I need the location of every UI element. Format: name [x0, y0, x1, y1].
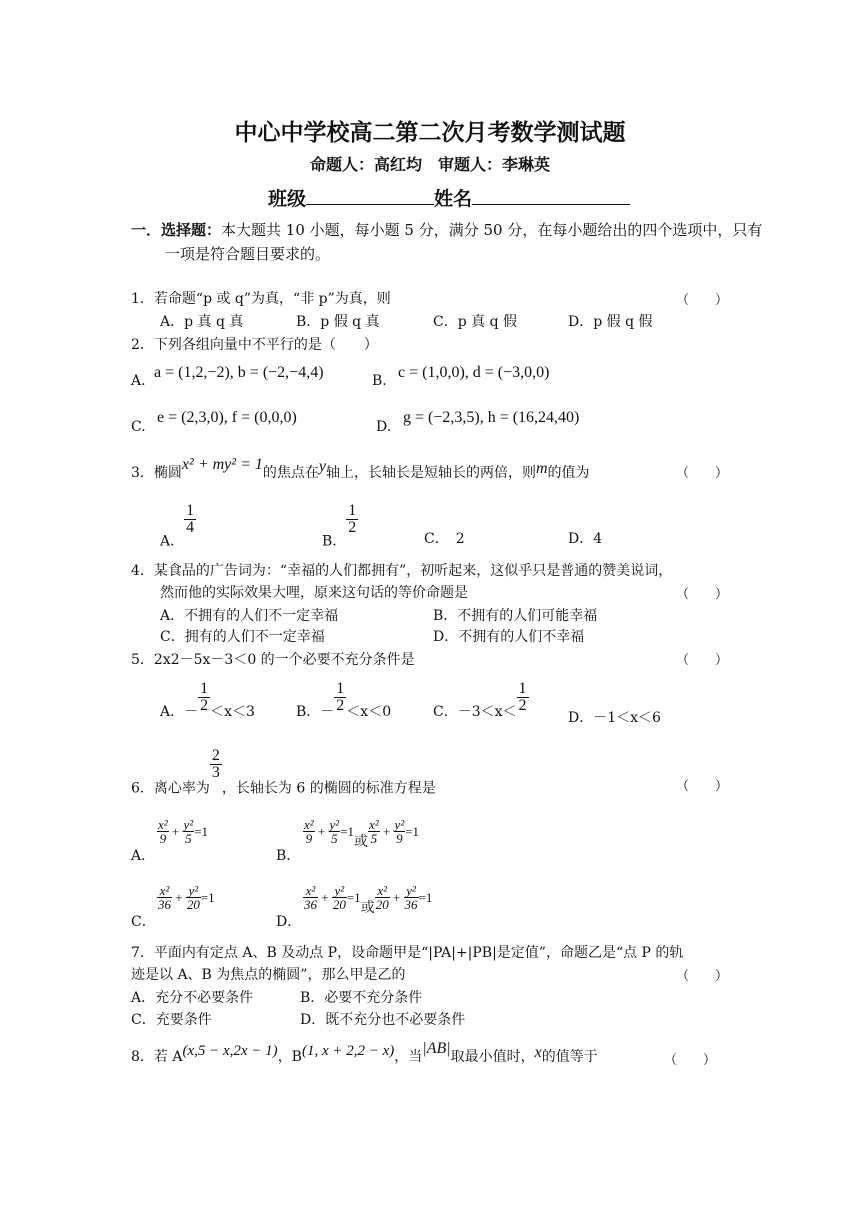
q3-label-b: B．	[322, 533, 347, 550]
q2-label-c: C.	[131, 419, 146, 435]
den: 9	[303, 831, 315, 845]
class-label: 班级	[268, 188, 307, 210]
q7-answer-paren[interactable]: （ ）	[676, 969, 729, 984]
q5-option-a	[160, 681, 255, 721]
den: 5	[368, 831, 380, 845]
q3-axis: y	[318, 458, 326, 475]
q8-point-b: (1, x + 2,2 − x)	[301, 1043, 395, 1059]
den: 36	[304, 897, 317, 912]
eq: =1	[405, 824, 420, 839]
x2: x²	[369, 817, 379, 832]
q3-option-b	[322, 503, 358, 551]
q2-option-c: e = (2,3,0), f = (0,0,0)	[157, 409, 297, 426]
or: 或	[360, 900, 375, 916]
x2: x²	[304, 817, 314, 832]
eq: =1	[194, 824, 209, 839]
q3-b-num: 1	[348, 502, 357, 519]
eq: =1	[418, 890, 433, 905]
q8-point-a: (x,5 − x,2x − 1)	[182, 1043, 278, 1059]
q2-option-b: c = (1,0,0), d = (−3,0,0)	[398, 364, 550, 381]
q7-option-c: C．充要条件	[131, 1012, 212, 1028]
q3-equation: x² + my² = 1	[181, 456, 263, 473]
q6-answer-paren[interactable]: （ ）	[676, 779, 729, 794]
q2-option-a: a = (1,2,−2), b = (−2,−4,4)	[154, 364, 324, 381]
q4-option-b: B．不拥有的人们可能幸福	[433, 608, 598, 624]
q6-option-d: $\frac{\text{x²}}{36}$ + $\frac{\text{y²}}{20}$ =1或 $\frac{\text{x²}}{20}$ + $\frac{\text{y²}}{36}$ =1	[304, 883, 433, 916]
q2-label-a: A.	[131, 373, 146, 389]
q1-stem: 1．若命题“p 或 q”为真，“非 p”为真，则	[131, 291, 391, 307]
q7-option-d: D．既不充分也不必要条件	[300, 1012, 466, 1028]
y2: y²	[406, 883, 416, 898]
q5-a-pre: A．－	[160, 704, 199, 720]
q3-mid: 的焦点在	[262, 465, 319, 481]
q8-b: ，B	[277, 1049, 302, 1065]
section-heading	[131, 218, 770, 266]
q3-option-a	[160, 503, 196, 551]
q4-option-c: C．拥有的人们不一定幸福	[160, 629, 325, 645]
q3-num: 3．椭圆	[131, 465, 182, 481]
q8-pre: 8．若 A	[131, 1049, 183, 1065]
q6-option-c: $\frac{\text{x²}}{36}$ + $\frac{\text{y²}}{20}$ =1	[158, 883, 215, 912]
q5-a-den: 2	[200, 697, 209, 714]
q3-b-den: 2	[348, 519, 357, 536]
name-blank[interactable]	[472, 186, 630, 205]
name-label: 姓名	[434, 188, 473, 210]
q6-den: 3	[211, 764, 220, 781]
q4-option-a: A．不拥有的人们不一定幸福	[160, 608, 339, 624]
den: 20	[332, 897, 346, 912]
q1-option-b: B．p 假 q 真	[296, 314, 380, 330]
q2-option-d: g = (−2,3,5), h = (16,24,40)	[403, 409, 580, 426]
y2: y²	[183, 817, 194, 832]
q5-stem: 5．2x2－5x－3＜0 的一个必要不充分条件是	[131, 652, 415, 668]
q8-x: x	[534, 1044, 542, 1061]
q2-stem: 2．下列各组向量中不平行的是（ ）	[131, 337, 378, 353]
den: 36	[158, 897, 171, 912]
q4-stem-line2: 然而他的实际效果大哩，原来这句话的等价命题是	[160, 585, 468, 601]
q5-option-b	[296, 681, 391, 721]
q2-label-d: D.	[376, 419, 392, 435]
den: 9	[394, 831, 406, 845]
section-text: 本大题共 10 小题，每小题 5 分，满分 50 分，在每小题给出的四个选项中，只有一项是符合题目要求的。	[165, 221, 763, 263]
x2: x²	[305, 883, 316, 898]
authors-line: 命题人：高红均 审题人：李琳英	[309, 155, 550, 174]
q3-option-d: D．4	[568, 531, 603, 547]
q5-b-num: 1	[336, 680, 345, 697]
q3-mid2: 轴上，长轴长是短轴长的两倍，则	[325, 465, 536, 481]
y2: y²	[329, 817, 340, 832]
den: 9	[157, 831, 169, 845]
q5-option-c	[433, 681, 529, 721]
q7-option-a: A．充分不必要条件	[131, 990, 254, 1006]
q3-var: m	[535, 460, 548, 477]
q7-stem-line1: 7．平面内有定点 A、B 及动点 P，设命题甲是“|PA|+|PB|是定值”，命题乙是“点 P 的轨	[131, 945, 684, 961]
den: 20	[375, 897, 389, 912]
x2: x²	[158, 817, 168, 832]
q3-label-a: A．	[160, 533, 185, 550]
q1-option-d: D．p 假 q 假	[568, 314, 653, 330]
class-blank[interactable]	[306, 186, 434, 205]
q6-label-a: A．	[131, 848, 156, 864]
q5-b-pre: B．－	[296, 704, 335, 720]
eq: =1	[200, 890, 215, 905]
x2: x²	[377, 883, 388, 898]
q8-answer-paren[interactable]: （ ）	[664, 1053, 717, 1068]
q4-stem-line1: 4．某食品的广告词为：“幸福的人们都拥有”，初听起来，这似乎只是普通的赞美说词，	[131, 563, 673, 579]
q1-option-c: C．p 真 q 假	[433, 314, 517, 330]
page-title: 中心中学校高二第二次月考数学测试题	[234, 120, 626, 146]
q3-a-den: 4	[186, 519, 195, 536]
den: 36	[404, 897, 418, 912]
q4-option-d: D．不拥有的人们不幸福	[433, 629, 585, 645]
or: 或	[354, 834, 369, 850]
class-name-line	[268, 184, 630, 211]
q5-c-pre: C．－3＜x＜	[433, 704, 517, 720]
q6-stem	[131, 748, 436, 798]
q6-label-d: D．	[276, 914, 302, 930]
q1-answer-paren[interactable]: （ ）	[676, 293, 729, 308]
q1-option-a: A．p 真 q 真	[160, 314, 244, 330]
section-label: 一．选择题：	[131, 221, 222, 239]
q3-stem	[131, 456, 590, 482]
y2: y²	[188, 883, 199, 898]
q3-a-num: 1	[186, 502, 195, 519]
q6-label-b: B．	[276, 848, 301, 864]
eq: =1	[346, 890, 361, 905]
y2: y²	[334, 883, 345, 898]
q7-option-b: B．必要不充分条件	[300, 990, 423, 1006]
q6-option-a: $\frac{\text{x²}}{9}$ + $\frac{\text{y²}}{5}$ =1	[158, 817, 209, 846]
q8-end: 的值等于	[541, 1049, 598, 1065]
q6-option-b: $\frac{\text{x²}}{9}$ + $\frac{\text{y²}}{5}$ =1或 $\frac{\text{x²}}{5}$ + $\frac{\text{y²}}{9}$ =1	[304, 817, 420, 850]
q3-answer-paren[interactable]: （ ）	[676, 466, 729, 481]
q5-answer-paren[interactable]: （ ）	[676, 653, 729, 668]
q2-label-b: B.	[372, 373, 387, 389]
q8-stem	[131, 1040, 598, 1066]
q5-c-den: 2	[518, 697, 527, 714]
q5-b-post: ＜x＜0	[346, 704, 392, 720]
q8-mid: ，当	[394, 1049, 423, 1065]
q8-ab: |AB|	[422, 1040, 451, 1057]
q6-pre: 6．离心率为	[131, 780, 210, 797]
q6-label-c: C．	[131, 914, 156, 930]
q8-mid2: 取最小值时，	[450, 1049, 535, 1065]
q4-answer-paren[interactable]: （ ）	[676, 587, 729, 602]
q5-c-num: 1	[518, 680, 527, 697]
den: 20	[186, 897, 200, 912]
q3-option-c: C． 2	[424, 531, 465, 547]
q5-b-den: 2	[336, 697, 345, 714]
den: 5	[329, 831, 341, 845]
q5-a-post: ＜x＜3	[210, 704, 255, 720]
q3-end: 的值为	[547, 465, 590, 481]
eq: =1	[340, 824, 355, 839]
x2: x²	[159, 883, 170, 898]
q6-post: ，长轴长为 6 的椭圆的标准方程是	[221, 780, 436, 797]
q5-a-num: 1	[200, 680, 209, 697]
q6-num: 2	[211, 747, 220, 764]
y2: y²	[394, 817, 405, 832]
q5-option-d: D．－1＜x＜6	[568, 710, 661, 726]
q7-stem-line2: 迹是以 A、B 为焦点的椭圆”，那么甲是乙的	[131, 967, 406, 983]
den: 5	[183, 831, 195, 845]
